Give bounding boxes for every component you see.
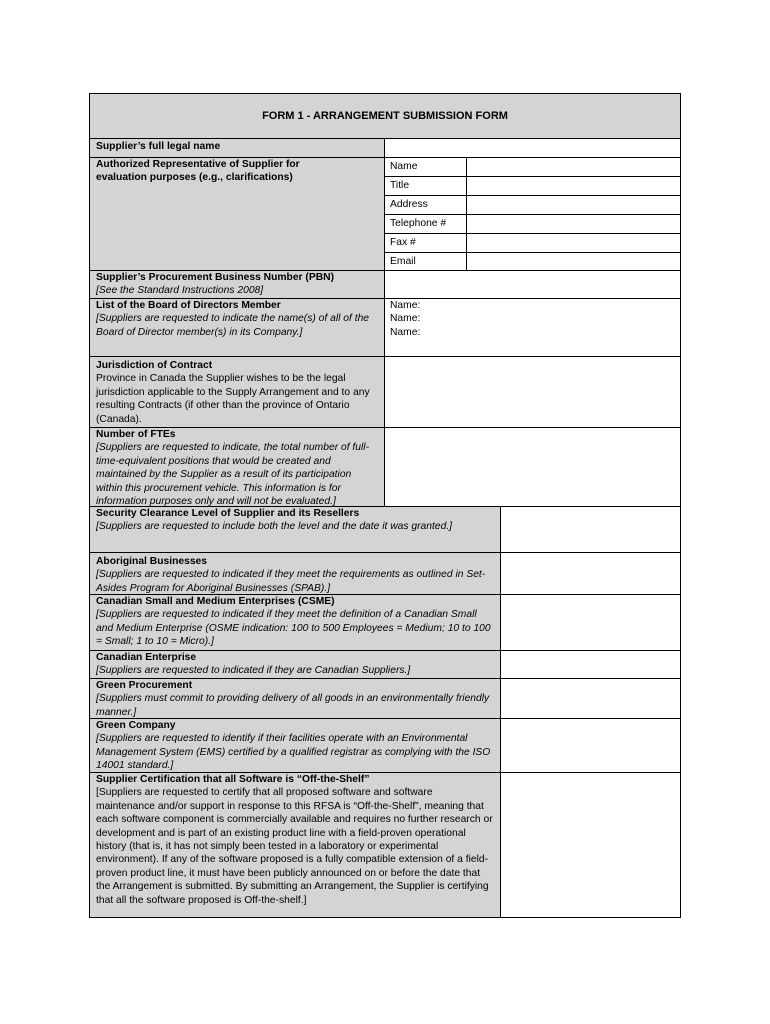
pbn-label-cell bbox=[90, 270, 384, 298]
jurisdiction-text: Province in Canada the Supplier wishes to be the legal jurisdiction applicable to the Supply Arrangement and to any resulting Contracts (if other than the province of Ontario (Canada). bbox=[96, 373, 370, 425]
board-name-3: Name: bbox=[390, 326, 421, 338]
csme-label: Canadian Small and Medium Enterprises (CSME) bbox=[96, 596, 335, 607]
form-title: FORM 1 - ARRANGEMENT SUBMISSION FORM bbox=[90, 94, 680, 139]
security-input[interactable] bbox=[500, 506, 680, 552]
rep-telephone-input[interactable] bbox=[467, 214, 680, 233]
pbn-input[interactable] bbox=[384, 270, 680, 298]
software-label-cell bbox=[90, 772, 500, 917]
csme-label-cell bbox=[90, 594, 500, 650]
column-divider-upper bbox=[384, 139, 385, 506]
board-label: List of the Board of Directors Member bbox=[96, 300, 281, 311]
legal-name-label: Supplier’s full legal name bbox=[90, 139, 384, 157]
ftes-note: [Suppliers are requested to indicate, the total number of full-time-equivalent positions that would be created and maintained by the Supplier as a result of its participation within this procurement vehicle. This information is for information purposes only and will not be evaluated.] bbox=[96, 442, 370, 506]
rep-fax-label: Fax # bbox=[390, 237, 416, 248]
ftes-input[interactable] bbox=[384, 427, 680, 506]
board-name-2: Name: bbox=[390, 313, 421, 325]
canadian-note: [Suppliers are requested to indicated if they are Canadian Suppliers.] bbox=[96, 665, 411, 677]
green-co-input[interactable] bbox=[500, 718, 680, 772]
green-proc-input[interactable] bbox=[500, 678, 680, 718]
security-label: Security Clearance Level of Supplier and its Resellers bbox=[96, 508, 360, 519]
arrangement-submission-form bbox=[89, 93, 681, 918]
green-co-note: [Suppliers are requested to identify if their facilities operate with an Environmental Management System (EMS) certified by a qualified registrar as complying with the ISO 14001 standard.] bbox=[96, 733, 491, 772]
rep-telephone-label: Telephone # bbox=[390, 218, 447, 229]
board-name-1: Name: bbox=[390, 300, 421, 311]
board-note: [Suppliers are requested to indicate the name(s) of all of the Board of Director member(s) in its Company.] bbox=[96, 313, 370, 338]
software-text: [Suppliers are requested to certify that all proposed software and software maintenance and/or support in response to this RFSA is “Off-the-Shelf”, meaning that each software component is commercially available and requires no further research or development and is part of an existing product line with a field-proven operational history (that is, it has not simply been tested in a laboratory or experimental environment). If any of the software proposed is a fully compatible extension of a field-proven product line, it must have been publicly announced on or before the date that the Arrangement is submitted. By submitting an Arrangement, the Supplier is certifying that all the software proposed is Off-the-shelf.] bbox=[96, 787, 493, 906]
column-divider-lower bbox=[500, 506, 501, 917]
pbn-label: Supplier’s Procurement Business Number (PBN) bbox=[96, 272, 335, 283]
rep-name-input[interactable] bbox=[467, 157, 680, 176]
aboriginal-label: Aboriginal Businesses bbox=[96, 556, 208, 567]
row-divider bbox=[90, 157, 680, 158]
security-label-cell bbox=[90, 506, 500, 552]
rep-email-input[interactable] bbox=[467, 252, 680, 270]
rep-title-input[interactable] bbox=[467, 176, 680, 195]
green-proc-label: Green Procurement bbox=[96, 680, 193, 691]
canadian-label-cell bbox=[90, 650, 500, 678]
green-co-label-cell bbox=[90, 718, 500, 772]
aboriginal-label-cell bbox=[90, 552, 500, 594]
software-input[interactable] bbox=[500, 772, 680, 917]
csme-note: [Suppliers are requested to indicated if they meet the definition of a Canadian Small and Medium Enterprise (OSME indication: 100 to 500 Employees = Medium; 10 to 100 = Small; 1 to 10 = Micro).] bbox=[96, 609, 491, 648]
software-label: Supplier Certification that all Software is “Off-the-Shelf” bbox=[96, 774, 370, 785]
ftes-label-cell bbox=[90, 427, 384, 506]
authorized-rep-label: Authorized Representative of Supplier for evaluation purposes (e.g., clarifications) bbox=[90, 157, 384, 270]
rep-title-label: Title bbox=[390, 180, 410, 191]
rep-address-input[interactable] bbox=[467, 195, 680, 214]
board-label-cell bbox=[90, 298, 384, 356]
rep-fax-input[interactable] bbox=[467, 233, 680, 252]
jurisdiction-input[interactable] bbox=[384, 356, 680, 427]
pbn-note: [See the Standard Instructions 2008] bbox=[96, 285, 264, 297]
authorized-rep-block bbox=[384, 157, 680, 270]
green-proc-note: [Suppliers must commit to providing delivery of all goods in an environmentally friendly manner.] bbox=[96, 693, 490, 718]
board-names-cell[interactable] bbox=[384, 298, 680, 356]
ftes-label: Number of FTEs bbox=[96, 429, 176, 440]
rep-email-label: Email bbox=[390, 256, 416, 267]
aboriginal-input[interactable] bbox=[500, 552, 680, 594]
green-proc-label-cell bbox=[90, 678, 500, 718]
canadian-input[interactable] bbox=[500, 650, 680, 678]
jurisdiction-label-cell bbox=[90, 356, 384, 427]
rep-address-label: Address bbox=[390, 199, 428, 210]
security-note: [Suppliers are requested to include both the level and the date it was granted.] bbox=[96, 521, 453, 533]
green-co-label: Green Company bbox=[96, 720, 176, 731]
canadian-label: Canadian Enterprise bbox=[96, 652, 197, 663]
aboriginal-note: [Suppliers are requested to indicated if they meet the requirements as outlined in Set-Asides Program for Aboriginal Businesses (SPAB).] bbox=[96, 569, 486, 594]
legal-name-input[interactable] bbox=[384, 139, 680, 157]
jurisdiction-label: Jurisdiction of Contract bbox=[96, 360, 213, 371]
rep-name-label: Name bbox=[390, 161, 418, 172]
csme-input[interactable] bbox=[500, 594, 680, 650]
